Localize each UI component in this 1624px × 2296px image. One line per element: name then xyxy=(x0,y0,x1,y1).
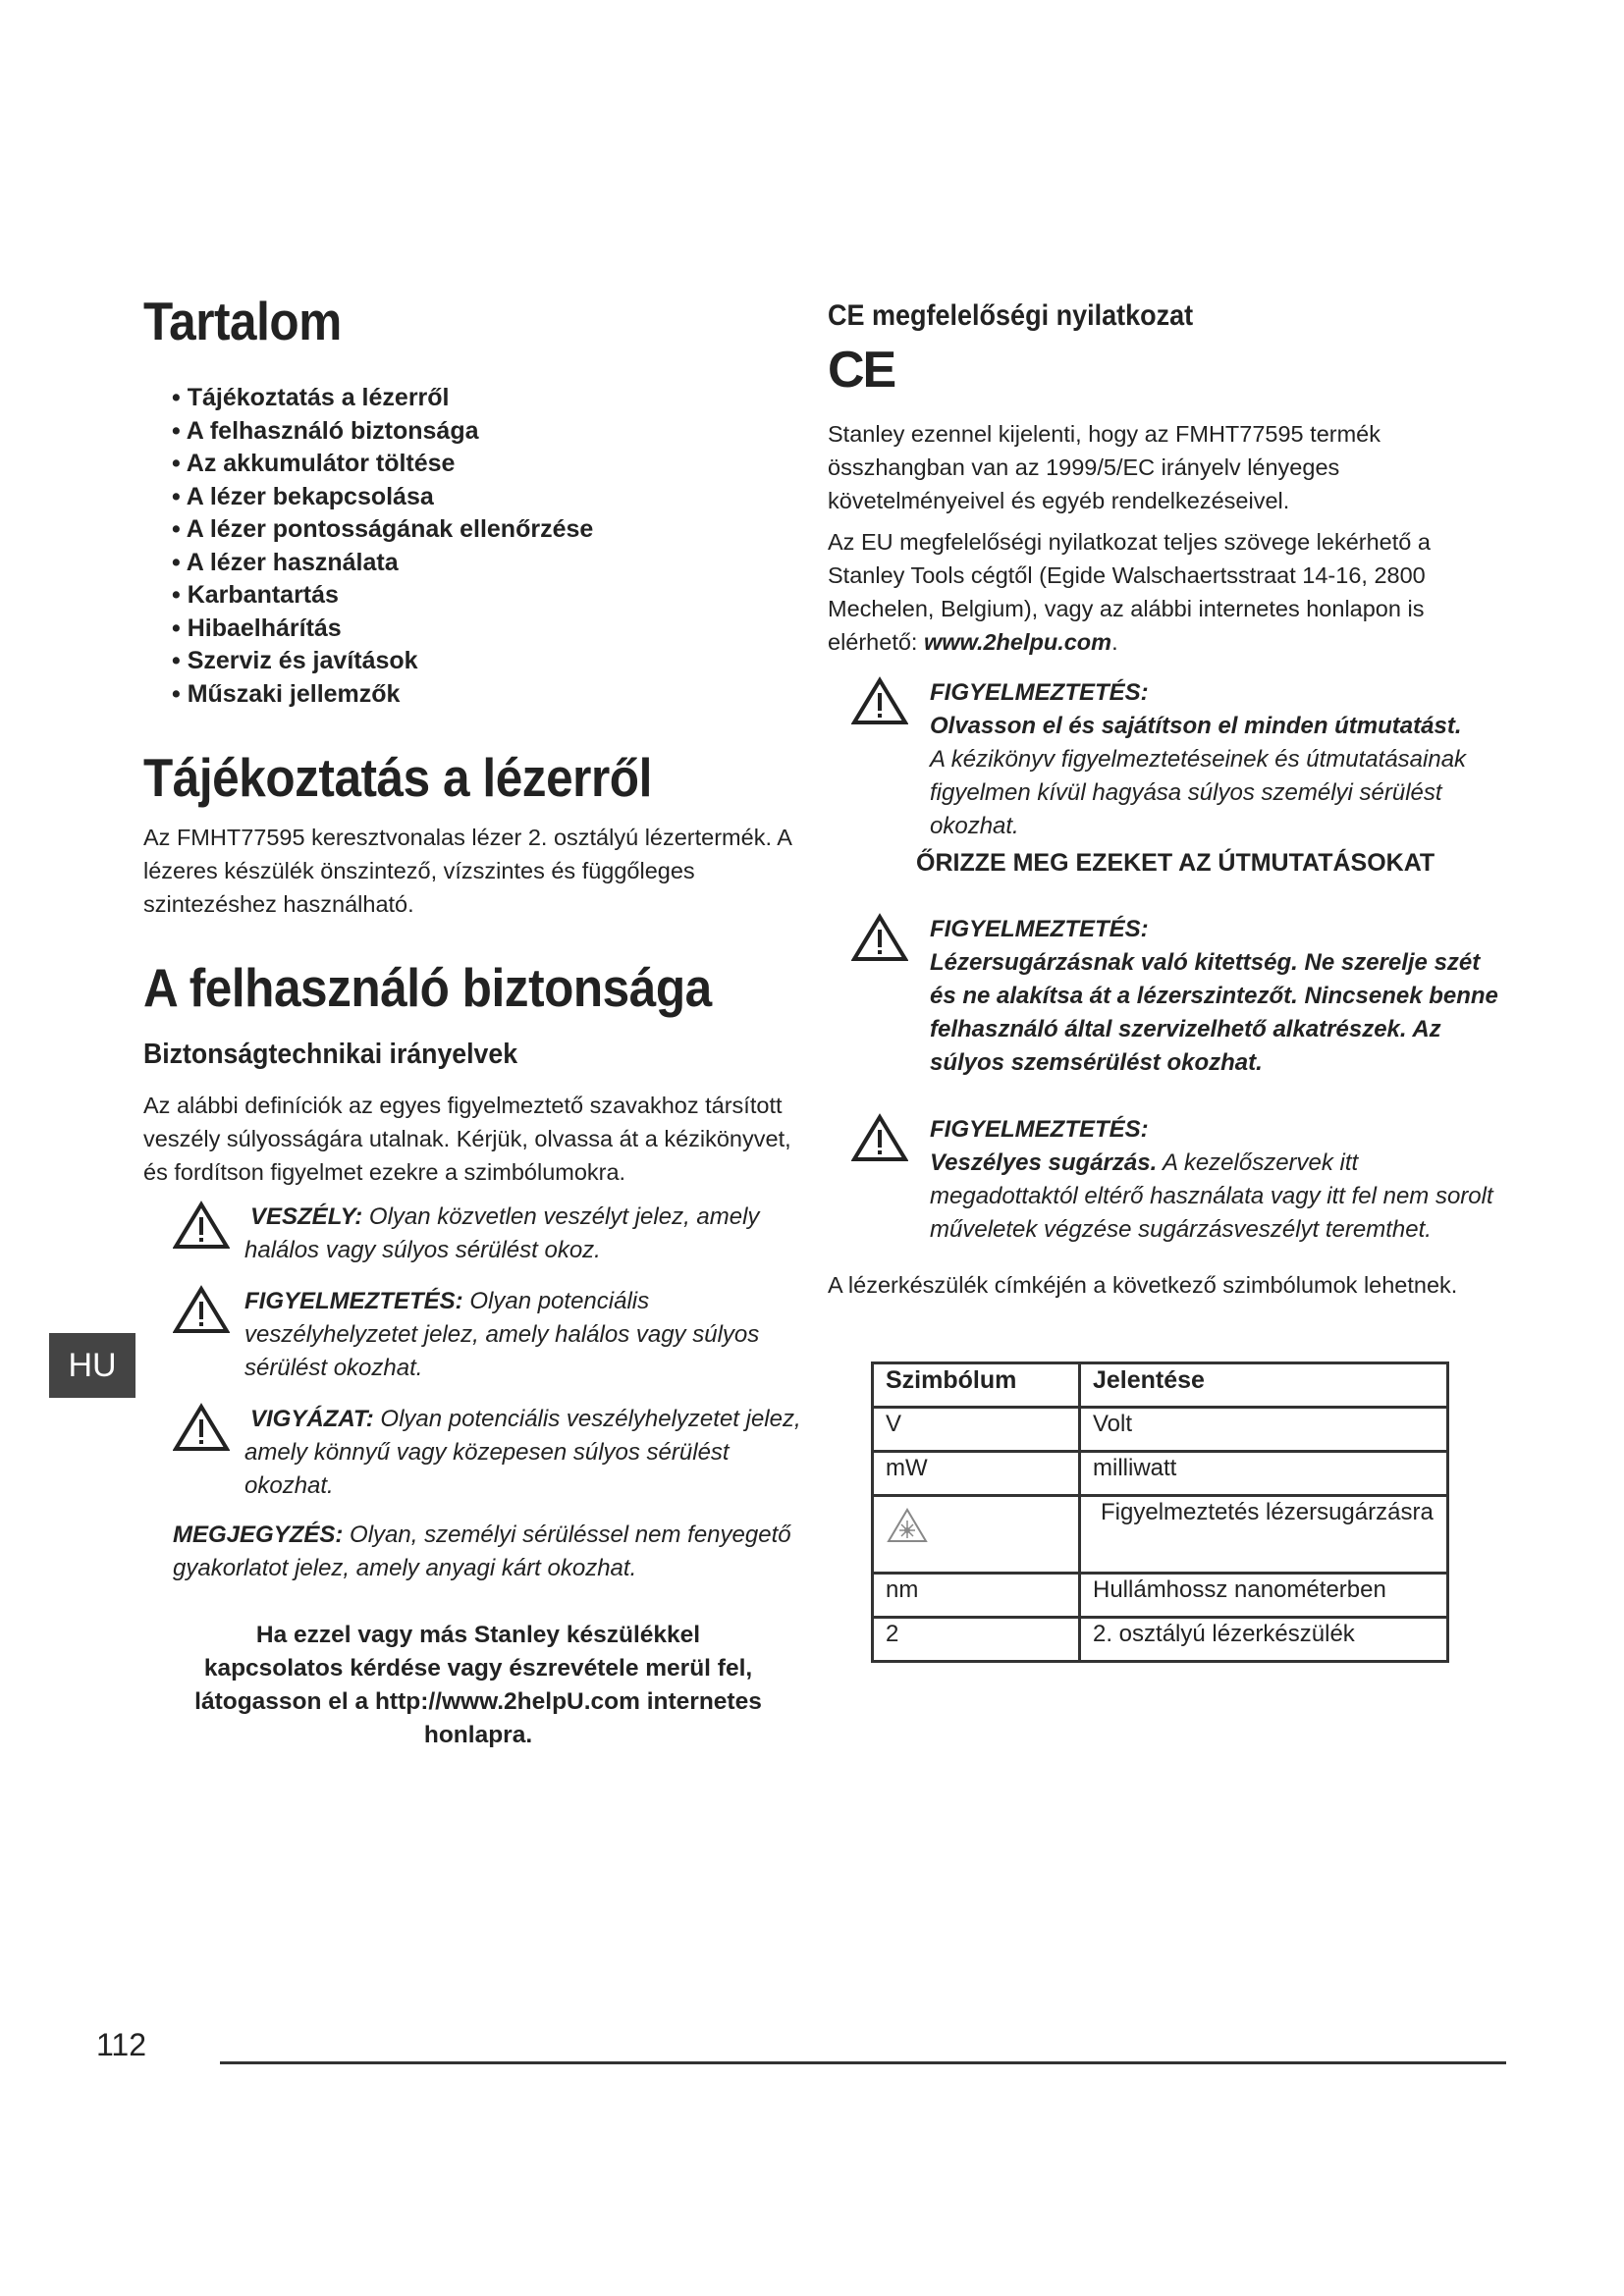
toc-item: • A lézer pontosságának ellenőrzése xyxy=(172,513,821,547)
safety-title: A felhasználó biztonsága xyxy=(143,957,712,1018)
warning-triangle-icon xyxy=(851,1113,908,1162)
warning-2-label: FIGYELMEZTETÉS: xyxy=(930,916,1149,942)
table-row xyxy=(873,1574,1448,1618)
ce-paragraph-1: Stanley ezennel kijelenti, hogy az FMHT77595 termék összhangban van az 1999/5/EC irányelv lényeges követelményeivel és egyéb rendelkezéseivel. xyxy=(828,421,1380,513)
warning-block-2 xyxy=(851,913,1505,1080)
toc-item: • Az akkumulátor töltése xyxy=(172,448,821,481)
danger-text: Olyan közvetlen veszélyt jelez, amely halálos vagy súlyos sérülést okoz. xyxy=(244,1203,760,1263)
warning-3-headline: Veszélyes sugárzás. xyxy=(930,1149,1158,1176)
warning-1-text: A kézikönyv figyelmeztetéseinek és útmutatásainak figyelmen kívül hagyása súlyos személyi sérülést okozhat. xyxy=(930,746,1467,839)
toc-item: • Hibaelhárítás xyxy=(172,613,821,646)
note-text: Olyan, személyi sérüléssel nem fenyegető gyakorlatot jelez, amely anyagi kárt okozhat. xyxy=(173,1522,791,1581)
warning-text: Olyan potenciális veszélyhelyzetet jelez, amely halálos vagy súlyos sérülést okozhat. xyxy=(244,1288,760,1381)
note-definition xyxy=(173,1519,801,1585)
warning-triangle-icon xyxy=(851,913,908,962)
toc-item: • Műszaki jellemzők xyxy=(172,678,821,712)
toc-item: • A lézer használata xyxy=(172,547,821,580)
symbol-table xyxy=(871,1362,1449,1663)
table-row xyxy=(873,1496,1448,1574)
toc-item: • A felhasználó biztonsága xyxy=(172,415,821,449)
danger-definition xyxy=(173,1201,821,1267)
symbol-cell: mW xyxy=(873,1452,1080,1496)
caution-definition xyxy=(173,1403,821,1503)
symbol-cell: 2 xyxy=(873,1618,1080,1662)
keep-instructions: ŐRIZZE MEG EZEKET AZ ÚTMUTATÁSOKAT xyxy=(916,849,1435,877)
toc-item: • Szerviz és javítások xyxy=(172,645,821,678)
warning-3-text: A kezelőszervek itt megadottaktól eltérő használata vagy itt fel nem sorolt műveletek végzése sugárzásveszélyt teremthet. xyxy=(930,1149,1493,1243)
warning-label: FIGYELMEZTETÉS: xyxy=(244,1288,463,1314)
toc-item: • A lézer bekapcsolása xyxy=(172,481,821,514)
note-label: MEGJEGYZÉS: xyxy=(173,1522,344,1548)
laser-warning-icon xyxy=(886,1523,929,1550)
footer-divider xyxy=(220,2061,1506,2064)
toc-item: • Karbantartás xyxy=(172,579,821,613)
ce-mark-logo: CE xyxy=(828,342,895,399)
warning-definition xyxy=(173,1285,821,1385)
meaning-cell: 2. osztályú lézerkészülék xyxy=(1080,1618,1448,1662)
safety-subtitle: Biztonságtechnikai irányelvek xyxy=(143,1039,518,1070)
warning-triangle-icon xyxy=(173,1403,230,1452)
danger-label: VESZÉLY: xyxy=(250,1203,363,1230)
warning-triangle-icon xyxy=(173,1285,230,1334)
laser-info-title: Tájékoztatás a lézerről xyxy=(143,747,652,808)
laser-info-text: Az FMHT77595 keresztvonalas lézer 2. osztályú lézertermék. A lézeres készülék önszintező, vízszintes és függőleges szintezéshez használható. xyxy=(143,825,791,917)
ce-title: CE megfelelőségi nyilatkozat xyxy=(828,299,1194,332)
website-link[interactable]: www.2helpu.com xyxy=(923,629,1112,655)
right-column xyxy=(828,299,1505,1302)
symbol-cell xyxy=(873,1496,1080,1574)
table-header: Szimbólum xyxy=(873,1363,1080,1408)
meaning-cell: Figyelmeztetés lézersugárzásra xyxy=(1080,1496,1448,1574)
symbol-cell: nm xyxy=(873,1574,1080,1618)
warning-triangle-icon xyxy=(173,1201,230,1250)
warning-1-label: FIGYELMEZTETÉS: xyxy=(930,679,1149,706)
contact-note: Ha ezzel vagy más Stanley készülékkel kapcsolatos kérdése vagy észrevétele merül fel, látogasson el a http://www.2helpU.com internetes honlapra. xyxy=(194,1622,762,1748)
left-column xyxy=(143,290,821,1752)
table-header: Jelentése xyxy=(1080,1363,1448,1408)
safety-intro: Az alábbi definíciók az egyes figyelmeztető szavakhoz társított veszély súlyosságára utalnak. Kérjük, olvassa át a kézikönyvet, és fordítson figyelmet ezekre a szimbólumokra. xyxy=(143,1093,791,1185)
table-row xyxy=(873,1408,1448,1452)
meaning-cell: Hullámhossz nanométerben xyxy=(1080,1574,1448,1618)
warning-block-3 xyxy=(851,1113,1505,1247)
ce-paragraph-2: Az EU megfelelőségi nyilatkozat teljes szövege lekérhető a Stanley Tools cégtől (Egide Walschaertsstraat 14-16, 2800 Mechelen, Belgium), vagy az alábbi internetes honlapon is elérhető: www.2helpu.com. xyxy=(828,529,1431,655)
warning-triangle-icon xyxy=(851,676,908,725)
warning-1-headline: Olvasson el és sajátítson el minden útmutatást. xyxy=(930,713,1462,739)
warning-block-1 xyxy=(851,676,1505,843)
symbol-cell: V xyxy=(873,1408,1080,1452)
table-row xyxy=(873,1618,1448,1662)
toc-item: • Tájékoztatás a lézerről xyxy=(172,382,821,415)
page-number: 112 xyxy=(96,2027,147,2062)
toc-title: Tartalom xyxy=(143,291,342,351)
caution-text: Olyan potenciális veszélyhelyzetet jelez, amely könnyű vagy közepesen súlyos sérülést okozhat. xyxy=(244,1406,801,1499)
meaning-cell: milliwatt xyxy=(1080,1452,1448,1496)
language-tab: HU xyxy=(49,1333,135,1398)
warning-3-label: FIGYELMEZTETÉS: xyxy=(930,1116,1149,1143)
warning-2-headline: Lézersugárzásnak való kitettség. Ne szerelje szét és ne alakítsa át a lézerszintezőt. Nincsenek benne felhasználó által szervizelhető alkatrészek. Az súlyos szemsérülést okozhat. xyxy=(930,949,1498,1076)
table-header-row xyxy=(873,1363,1448,1408)
meaning-cell: Volt xyxy=(1080,1408,1448,1452)
caution-label: VIGYÁZAT: xyxy=(250,1406,374,1432)
table-row xyxy=(873,1452,1448,1496)
toc-list xyxy=(172,382,821,711)
symbols-intro: A lézerkészülék címkéjén a következő szimbólumok lehetnek. xyxy=(828,1272,1458,1298)
